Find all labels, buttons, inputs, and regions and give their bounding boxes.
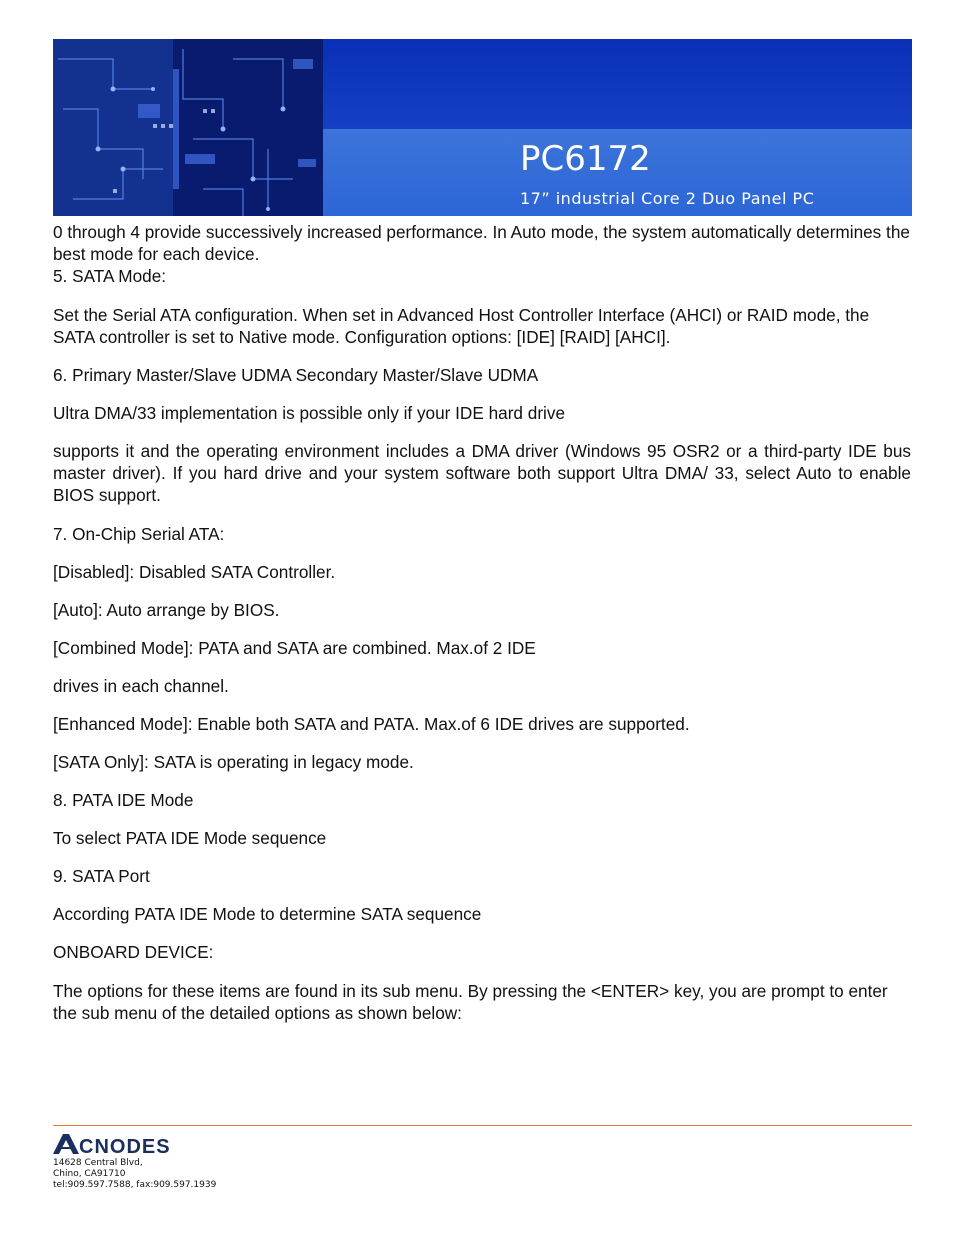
paragraph-ultra-dma: Ultra DMA/33 implementation is possible only if your IDE hard drive [53, 403, 566, 423]
svg-text:CNODES: CNODES [79, 1136, 171, 1155]
acnodes-logo [53, 1133, 209, 1155]
heading-pata-ide-mode: 8. PATA IDE Mode [53, 790, 194, 810]
address-contact: tel:909.597.7588, fax:909.597.1939 [53, 1180, 217, 1190]
paragraph-performance: 0 through 4 provide successively increased performance. In Auto mode, the system automatically determines the best mode for each device. [53, 222, 910, 264]
heading-udma: 6. Primary Master/Slave UDMA Secondary Master/Slave UDMA [53, 365, 539, 385]
paragraph-sata-sequence: According PATA IDE Mode to determine SATA sequence [53, 904, 482, 924]
paragraph-pata-sequence: To select PATA IDE Mode sequence [53, 828, 327, 848]
heading-on-chip-sata: 7. On-Chip Serial ATA: [53, 524, 225, 544]
circuit-board-image [53, 39, 323, 216]
option-disabled: [Disabled]: Disabled SATA Controller. [53, 562, 336, 582]
footer-divider [53, 1125, 912, 1126]
product-title: PC6172 [520, 139, 651, 179]
header-banner [53, 39, 912, 216]
paragraph-sub-menu: The options for these items are found in its sub menu. By pressing the <ENTER> key, you are prompt to enter the sub menu of the detailed options as shown below: [53, 981, 888, 1023]
paragraph-sata-config: Set the Serial ATA configuration. When set in Advanced Host Controller Interface (AHCI) or RAID mode, the SATA controller is set to Native mode. Configuration options: [IDE] [RAID] [AHCI]. [53, 305, 870, 347]
product-subtitle: 17” industrial Core 2 Duo Panel PC [520, 189, 815, 208]
option-sata-only: [SATA Only]: SATA is operating in legacy mode. [53, 752, 414, 772]
option-combined-cont: drives in each channel. [53, 676, 229, 696]
heading-onboard-device: ONBOARD DEVICE: [53, 942, 214, 962]
address-city: Chino, CA91710 [53, 1169, 126, 1179]
option-enhanced: [Enhanced Mode]: Enable both SATA and PATA. Max.of 6 IDE drives are supported. [53, 714, 690, 734]
paragraph-dma-support: supports it and the operating environment includes a DMA driver (Windows 95 OSR2 or a third-party IDE bus master driver). If you hard drive and your system software both support Ultra DMA/ 33, select Auto to enable BIOS support. [53, 441, 911, 505]
heading-sata-port: 9. SATA Port [53, 866, 150, 886]
heading-sata-mode: 5. SATA Mode: [53, 266, 167, 286]
option-combined: [Combined Mode]: PATA and SATA are combined. Max.of 2 IDE [53, 638, 536, 658]
footer-address [53, 1158, 216, 1191]
address-street: 14628 Central Blvd, [53, 1158, 143, 1168]
option-auto: [Auto]: Auto arrange by BIOS. [53, 600, 280, 620]
